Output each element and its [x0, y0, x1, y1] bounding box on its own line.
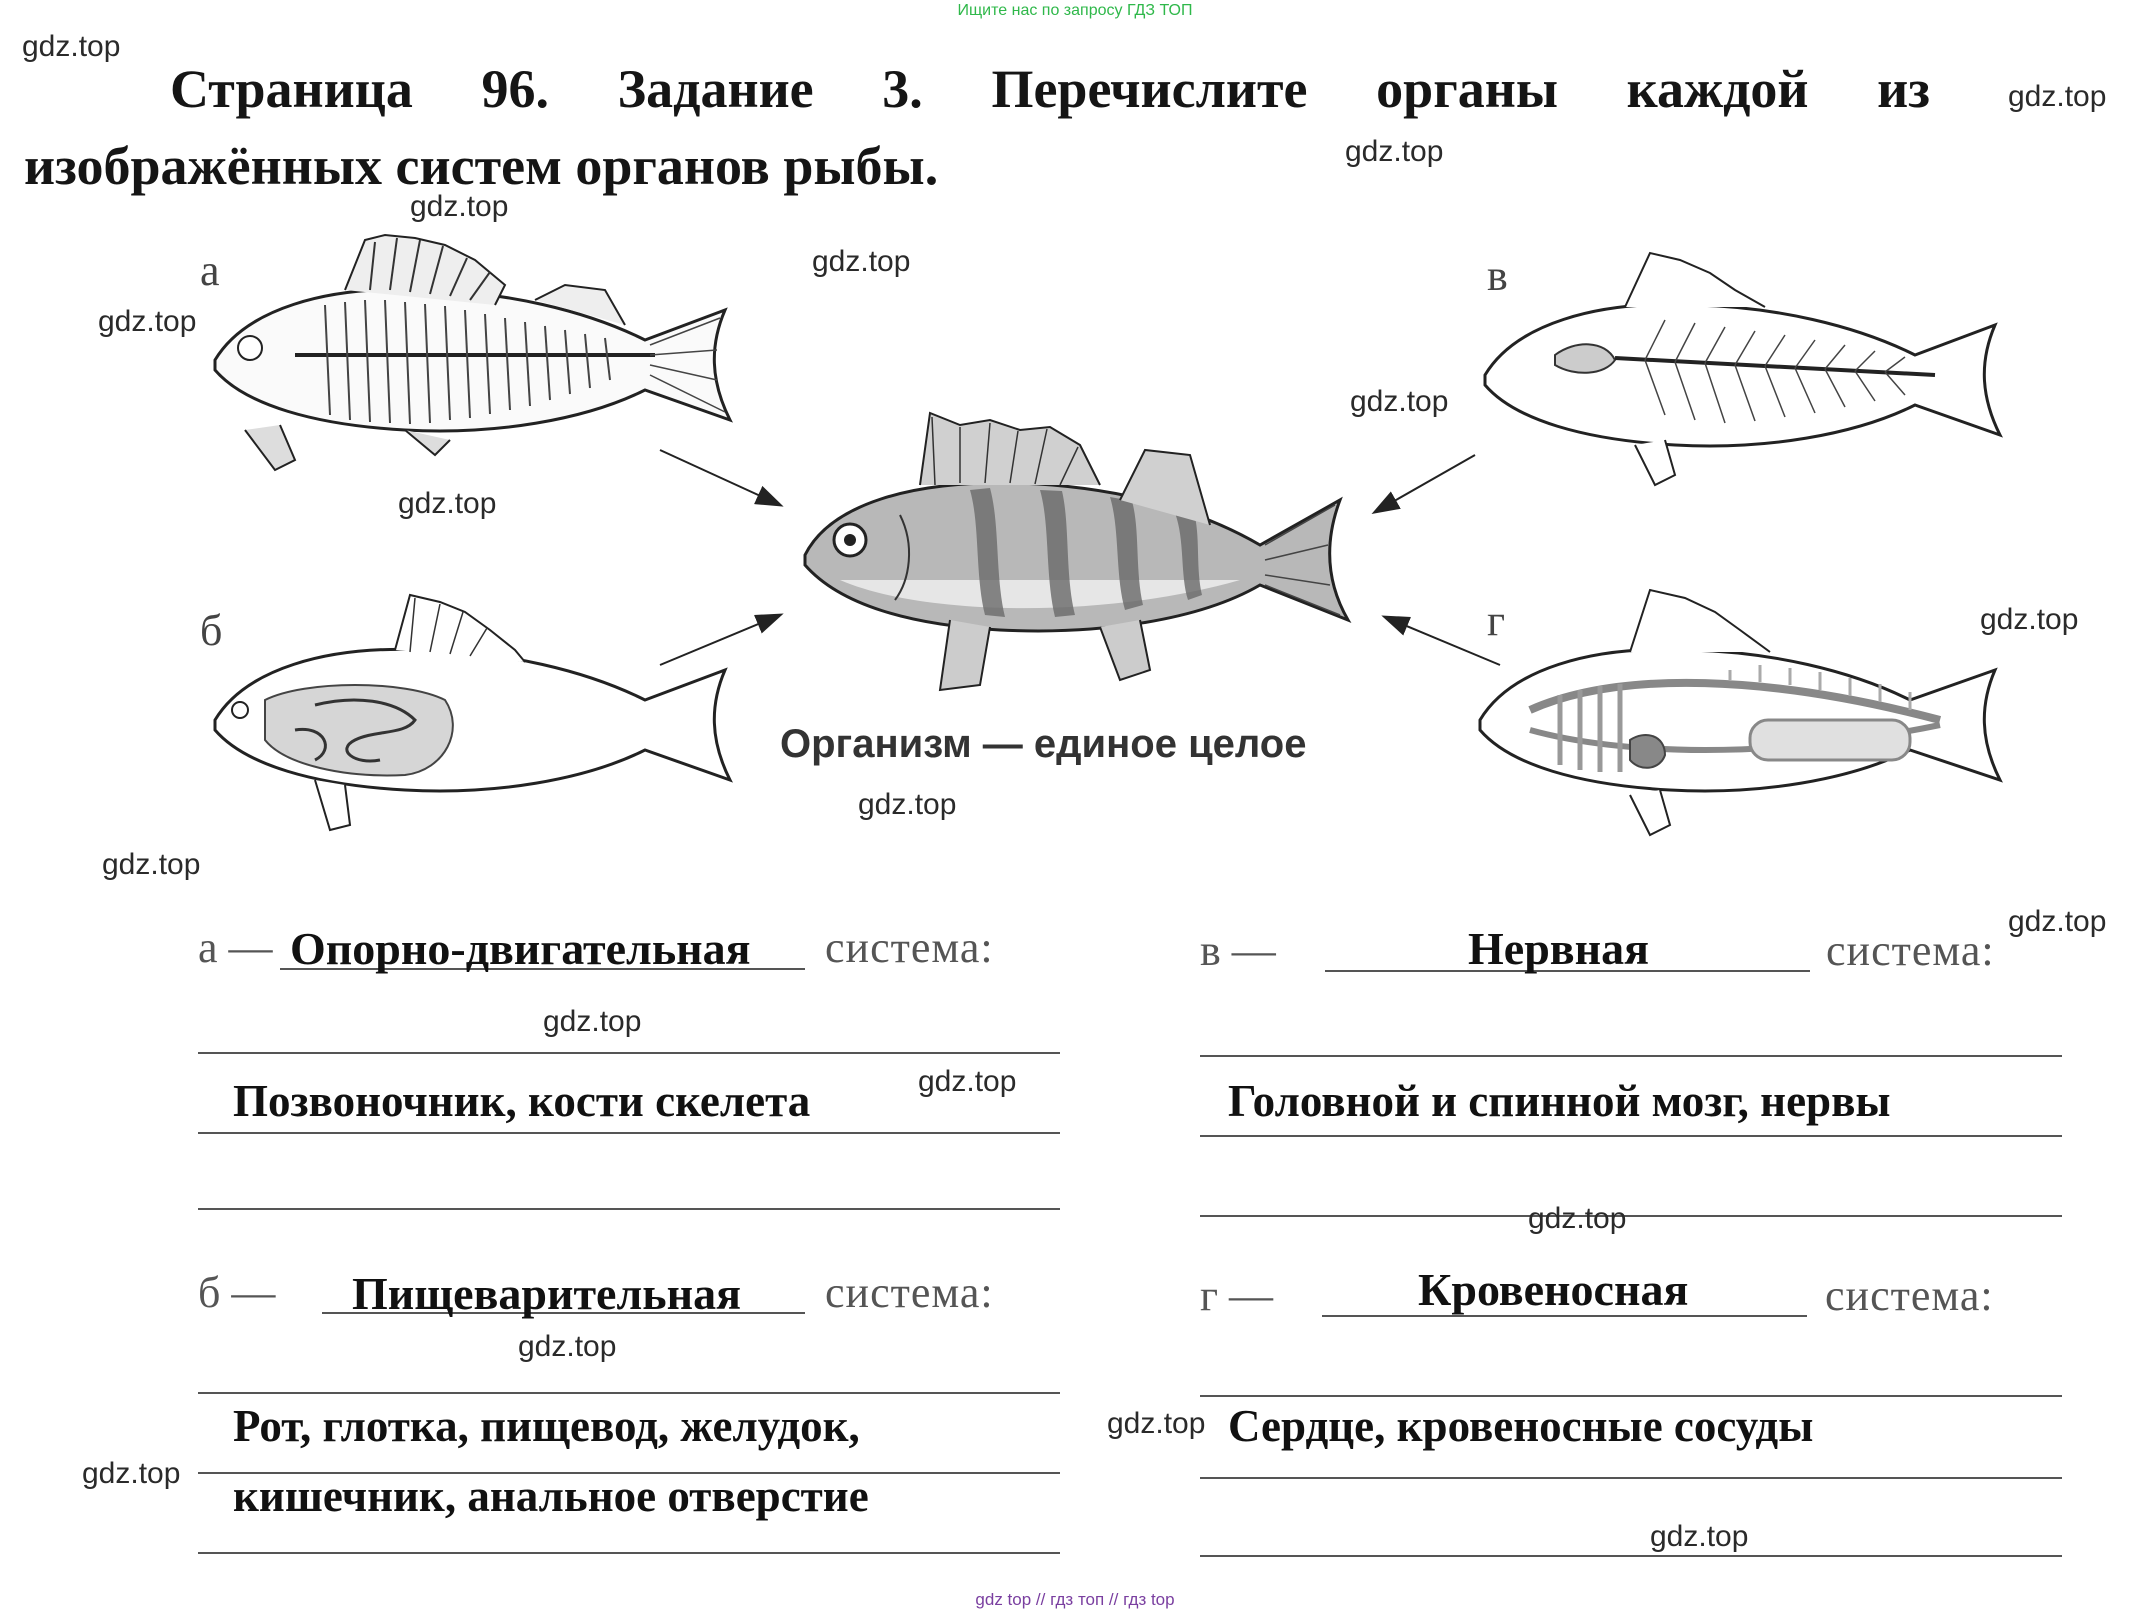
answer-a-rule-2: [198, 1132, 1060, 1134]
figure-label-g: г: [1487, 596, 1506, 645]
watermark: gdz.top: [543, 1005, 642, 1038]
answer-b-line-1: Рот, глотка, пищевод, желудок,: [233, 1401, 860, 1451]
watermark: gdz.top: [1345, 135, 1444, 168]
watermark: gdz.top: [398, 487, 497, 520]
answer-a-system: Опорно-двигательная: [290, 923, 751, 974]
site-banner[interactable]: Ищите нас по запросу ГДЗ ТОП: [957, 2, 1193, 19]
answer-b-letter: б —: [198, 1268, 276, 1317]
answer-a-letter: а —: [198, 923, 273, 972]
answer-a-word: система:: [825, 923, 994, 972]
watermark: gdz.top: [102, 848, 201, 881]
arrow-b: [660, 615, 780, 665]
answer-a-rule-1: [198, 1052, 1060, 1054]
watermark: gdz.top: [812, 245, 911, 278]
answer-g-line-1: Сердце, кровеносные сосуды: [1228, 1401, 1814, 1451]
figure-label-v: в: [1487, 251, 1508, 300]
watermark: gdz.top: [858, 788, 957, 821]
answer-g-rule-3: [1200, 1555, 2062, 1557]
answer-v-rule-1: [1200, 1055, 2062, 1057]
answer-b-word: система:: [825, 1268, 994, 1317]
watermark: gdz.top: [82, 1457, 181, 1490]
answer-g-rule-2: [1200, 1477, 2062, 1479]
watermark: gdz.top: [918, 1065, 1017, 1098]
task-title-line-2: изображённых систем органов рыбы.: [24, 136, 939, 196]
answer-b-line-2: кишечник, анальное отверстие: [233, 1471, 869, 1521]
answer-v-line-1: Головной и спинной мозг, нервы: [1228, 1076, 1891, 1126]
arrow-a: [660, 450, 780, 505]
answer-g-system: Кровеносная: [1418, 1264, 1689, 1315]
answer-g-rule-1: [1200, 1395, 2062, 1397]
answer-a-rule-3: [198, 1208, 1060, 1210]
answer-v-letter: в —: [1200, 926, 1276, 975]
figure-label-b: б: [200, 606, 223, 655]
watermark: gdz.top: [410, 190, 509, 223]
watermark: gdz.top: [1350, 385, 1449, 418]
watermark: gdz.top: [518, 1330, 617, 1363]
answer-g-word: система:: [1825, 1271, 1994, 1320]
watermark: gdz.top: [1980, 603, 2079, 636]
watermark: gdz.top: [1107, 1407, 1206, 1440]
task-title-line-1: Страница 96. Задание 3. Перечислите органы каждой из: [170, 59, 1930, 119]
arrow-g: [1385, 617, 1500, 665]
figure-caption: Организм — единое целое: [780, 722, 1307, 766]
arrow-v: [1375, 455, 1475, 512]
figure-label-a: а: [200, 246, 220, 295]
answer-b-rule-1: [198, 1392, 1060, 1394]
answer-g-letter: г —: [1200, 1271, 1274, 1320]
watermark: gdz.top: [1650, 1520, 1749, 1553]
answer-v-word: система:: [1826, 926, 1995, 975]
watermark: gdz.top: [2008, 905, 2107, 938]
answer-v-rule-3: [1200, 1215, 2062, 1217]
watermark: gdz.top: [1528, 1202, 1627, 1235]
answer-v-rule-2: [1200, 1135, 2062, 1137]
watermark: gdz.top: [98, 305, 197, 338]
watermark: gdz.top: [22, 30, 121, 63]
answer-b-rule-3: [198, 1552, 1060, 1554]
answer-b-system: Пищеварительная: [352, 1268, 742, 1319]
watermark: gdz.top: [2008, 80, 2107, 113]
answer-a-line-1: Позвоночник, кости скелета: [233, 1076, 811, 1126]
answer-v-system: Нервная: [1468, 923, 1650, 974]
site-footer[interactable]: gdz top // гдз топ // гдз top: [975, 1590, 1175, 1609]
